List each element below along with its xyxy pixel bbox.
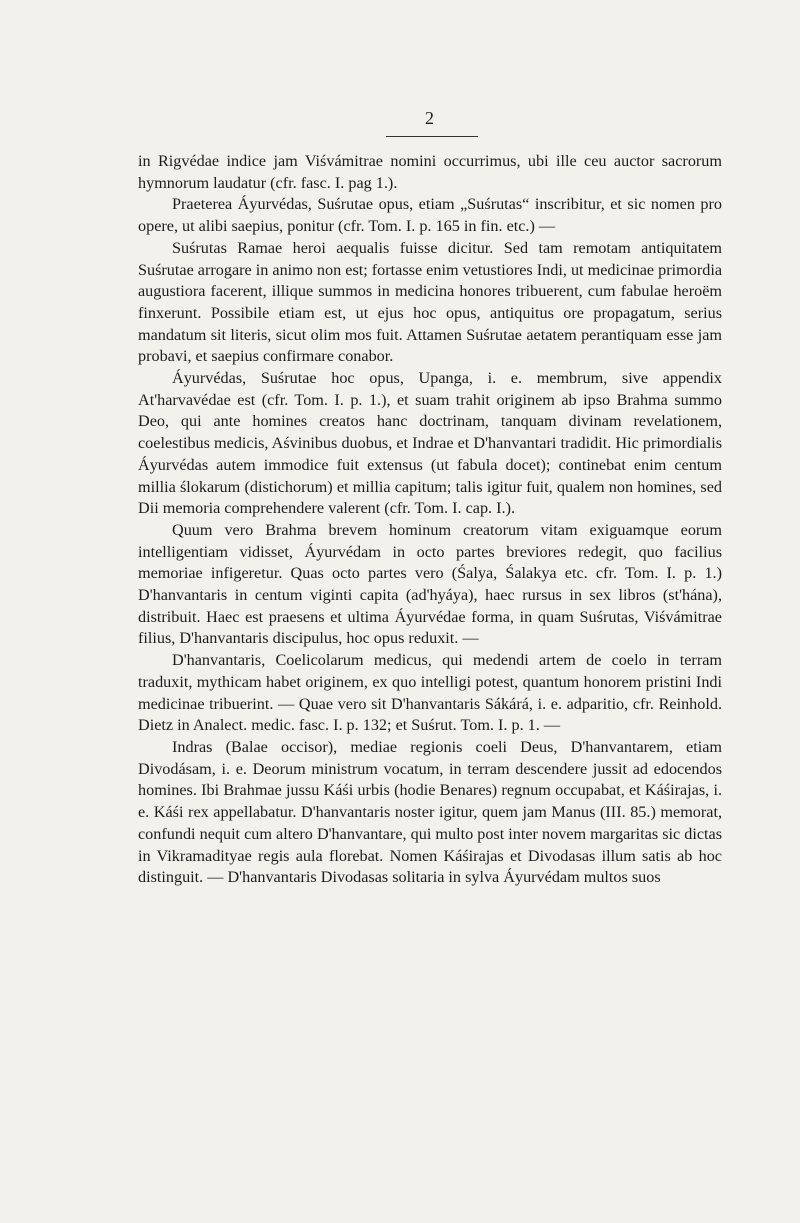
paragraph-2: Praeterea Áyurvédas, Suśrutae opus, etiam „Suśrutas“ inscribitur, et sic nomen pro opere, ut alibi saepius, ponitur (cfr. Tom. I. p. 165 in fin. etc.) —: [138, 195, 722, 236]
paragraph-7: Indras (Balae occisor), mediae regionis coeli Deus, D'hanvantarem, etiam Divodásam, i. e. Deorum ministrum vocatum, in terram descendere jussit ad edocendos homines. Ibi Brahmae jussu Káśi urbis (hodie Benares) regnum occupabat, et Káśirajas, i. e. Káśi rex appellabatur. D'hanvantaris noster igitur, quem jam Manus (III. 85.) memorat, confundi nequit cum altero D'hanvantare, qui multo post inter novem margaritas sic dictas in Vikramadityae regis aula florebat. Nomen Káśirajas et Divodasas illum satis ab hoc distinguit. — D'hanvantaris Divodasas solitaria in sylva Áyurvédam multos suos: [138, 737, 722, 887]
paragraph-3: Suśrutas Ramae heroi aequalis fuisse dicitur. Sed tam remotam antiquitatem Suśrutae arrogare in animo non est; fortasse enim vetustiores Indi, ut medicinae primordia augustiora facerent, illique summos in medicina honores tribuerent, cum fabulae heroëm finxerunt. Possibile etiam est, ut ejus hoc opus, antiquitus ore propagatum, serius mandatum sit literis, sicut olim mos fuit. Attamen Suśrutae aetatem perantiquam esse jam probavi, et saepius confirmare conabor.: [138, 238, 722, 366]
paragraph-5: Quum vero Brahma brevem hominum creatorum vitam exiguamque eorum intelligentiam vidisset, Áyurvédam in octo partes breviores redegit, quo facilius memoriae infigeretur. Quas octo partes vero (Śalya, Śalakya etc. cfr. Tom. I. p. 1.) D'hanvantaris in centum viginti capita (ad'hyáya), haec rursus in sex libros (st'hána), distribuit. Haec est praesens et ultima Áyurvédae forma, in quam Suśrutas, Viśvámitrae filius, D'hanvantaris discipulus, hoc opus reduxit. —: [138, 520, 722, 648]
paragraph-6: D'hanvantaris, Coelicolarum medicus, qui medendi artem de coelo in terram traduxit, mythicam habet originem, ex quo intelligi potest, quantum honorem pristini Indi medicinae tribuerint. — Quae vero sit D'hanvantaris Sákárá, i. e. adparitio, cfr. Reinhold. Dietz in Analect. medic. fasc. I. p. 132; et Suśrut. Tom. I. p. 1. —: [138, 651, 722, 735]
page-number: 2: [425, 108, 434, 128]
text-body: [138, 151, 722, 889]
paragraph-1: in Rigvédae indice jam Viśvámitrae nomini occurrimus, ubi ille ceu auctor sacrorum hymnorum laudatur (cfr. fasc. I. pag 1.).: [138, 152, 722, 192]
paragraph-4: Áyurvédas, Suśrutae hoc opus, Upanga, i. e. membrum, sive appendix At'harvavédae est (cfr. Tom. I. p. 1.), et suam trahit originem ab ipso Brahma summo Deo, qui ante homines creatos hanc doctrinam, tanquam divinam revelationem, coelestibus medicis, Aśvinibus duobus, et Indrae et D'hanvantari tradidit. Hic primordialis Áyurvédas autem immodice fuit extensus (ut fabula docet); continebat enim centum millia ślokarum (distichorum) et millia capitum; talis igitur fuit, qualem non homines, sed Dii memoria comprehendere valerent (cfr. Tom. I. cap. I.).: [138, 369, 722, 518]
header-rule: [386, 136, 478, 137]
